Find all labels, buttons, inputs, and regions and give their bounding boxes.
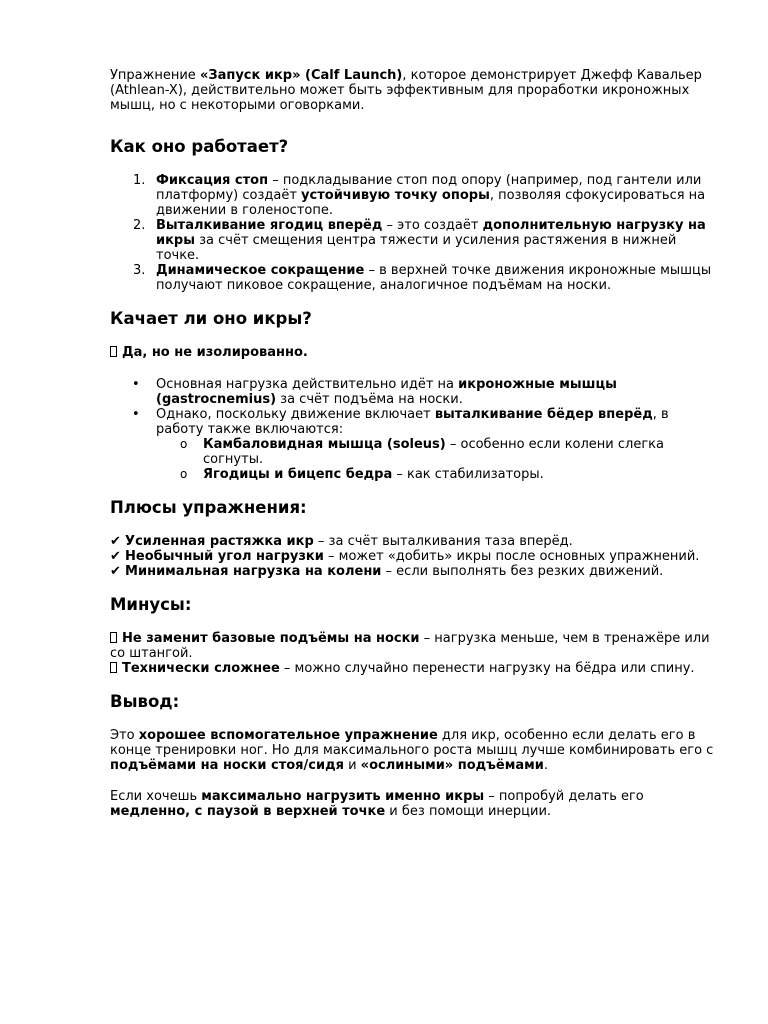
bold-text: медленно, с паузой в верхней точке	[110, 804, 386, 819]
bold-text: Ягодицы и бицепс бедра	[203, 467, 393, 482]
bold-text: икроножные мышцы (gastrocnemius)	[156, 377, 617, 407]
bold-text: Не заменит базовые подъёмы на носки	[122, 631, 420, 646]
sub-bullet-icon: o	[180, 437, 188, 451]
text: – подкладывание стоп под опору (например, под гантели или платформу) создаёт	[156, 173, 702, 203]
verdict-line	[110, 345, 718, 360]
list-number: 2.	[133, 218, 146, 233]
missing-glyph-icon	[110, 662, 117, 673]
text: за счёт подъёма на носки.	[276, 392, 463, 407]
section-heading-how: Как оно работает?	[110, 137, 289, 156]
bold-text: Камбаловидная мышца (soleus)	[203, 437, 446, 452]
pump-bullet-list	[110, 377, 718, 482]
text: – можно случайно перенести нагрузку на бёдра или спину.	[279, 661, 695, 676]
list-item	[132, 377, 718, 407]
intro-text: , которое демонстрирует Джефф Кавальер (Athlean-X), действительно может быть эффективным для проработки икроножных мышц, но с некоторыми оговорками.	[110, 68, 702, 113]
text: Основная нагрузка действительно идёт на	[156, 377, 459, 392]
text: за счёт смещения центра тяжести и усиления растяжения в нижней точке.	[156, 233, 677, 263]
checkmark-icon: ✔	[110, 534, 121, 549]
cons-block	[110, 631, 718, 676]
bold-text: подъёмами на носки стоя/сидя	[110, 758, 344, 773]
section-heading-minus: Минусы:	[110, 595, 192, 614]
list-number: 3.	[133, 263, 146, 278]
text: .	[543, 758, 549, 773]
conclusion-paragraph	[110, 728, 718, 773]
text: Однако, поскольку движение включает	[156, 407, 435, 422]
list-item	[133, 173, 718, 218]
intro-text: Упражнение	[110, 68, 200, 83]
how-steps-list	[110, 173, 718, 293]
checkmark-icon: ✔	[110, 564, 121, 579]
bold-text: Минимальная нагрузка на колени	[125, 564, 382, 579]
bold-text: Технически сложнее	[122, 661, 280, 676]
text: Это	[110, 728, 139, 743]
conclusion-tip-paragraph	[110, 789, 718, 819]
text: и	[343, 758, 361, 773]
bold-text: «ослиными» подъёмами	[360, 758, 544, 773]
list-item	[133, 263, 718, 293]
text: – может «добить» икры после основных упражнений.	[323, 549, 700, 564]
list-item	[133, 218, 718, 263]
text: Если хочешь	[110, 789, 202, 804]
intro-bold: «Запуск икр» (Calf Launch)	[199, 68, 403, 83]
bold-text: дополнительную нагрузку на икры	[156, 218, 706, 248]
list-number: 1.	[133, 173, 146, 188]
text: и без помощи инерции.	[385, 804, 552, 819]
text: – это создаёт	[382, 218, 483, 233]
bold-text: максимально нагрузить именно икры	[201, 789, 485, 804]
checkmark-icon: ✔	[110, 549, 121, 564]
bold-text: Выталкивание ягодиц вперёд	[156, 218, 383, 233]
text: , в работу также включаются:	[156, 407, 669, 437]
bold-text: Усиленная растяжка икр	[125, 534, 314, 549]
bold-text: хорошее вспомогательное упражнение	[138, 728, 438, 743]
text: , позволяя сфокусироваться на движении в голеностопе.	[156, 188, 706, 218]
bold-text: Динамическое сокращение	[156, 263, 365, 278]
text: – за счёт выталкивания таза вперёд.	[313, 534, 573, 549]
text: – в верхней точке движения икроножные мышцы получают пиковое сокращение, аналогичное подъёмам на носки.	[156, 263, 712, 293]
text: – попробуй делать его	[484, 789, 644, 804]
bold-text: устойчивую точку опоры	[301, 188, 490, 203]
intro-paragraph	[110, 68, 718, 113]
bullet-icon: •	[132, 407, 140, 422]
section-heading-pump: Качает ли оно икры?	[110, 309, 312, 328]
verdict-text: Да, но не изолированно.	[122, 345, 308, 360]
text: – нагрузка меньше, чем в тренажёре или со штангой.	[110, 631, 710, 661]
sub-list-item	[180, 467, 718, 482]
bold-text: Фиксация стоп	[156, 173, 269, 188]
bold-text: Необычный угол нагрузки	[125, 549, 324, 564]
list-item	[132, 407, 718, 482]
text: – особенно если колени слегка согнуты.	[203, 437, 664, 467]
missing-glyph-icon	[110, 632, 117, 643]
sub-bullet-icon: o	[180, 467, 188, 481]
sub-list	[156, 437, 718, 482]
section-heading-plus: Плюсы упражнения:	[110, 498, 307, 517]
text: – если выполнять без резких движений.	[381, 564, 664, 579]
pros-block	[110, 534, 718, 579]
text: – как стабилизаторы.	[392, 467, 544, 482]
missing-glyph-icon	[110, 346, 117, 357]
section-heading-conclusion: Вывод:	[110, 692, 180, 711]
text: для икр, особенно если делать его в конце тренировки ног. Но для максимального роста мышц лучше комбинировать его с	[110, 728, 714, 758]
bold-text: выталкивание бёдер вперёд	[434, 407, 653, 422]
bullet-icon: •	[132, 377, 140, 392]
sub-list-item	[180, 437, 718, 467]
